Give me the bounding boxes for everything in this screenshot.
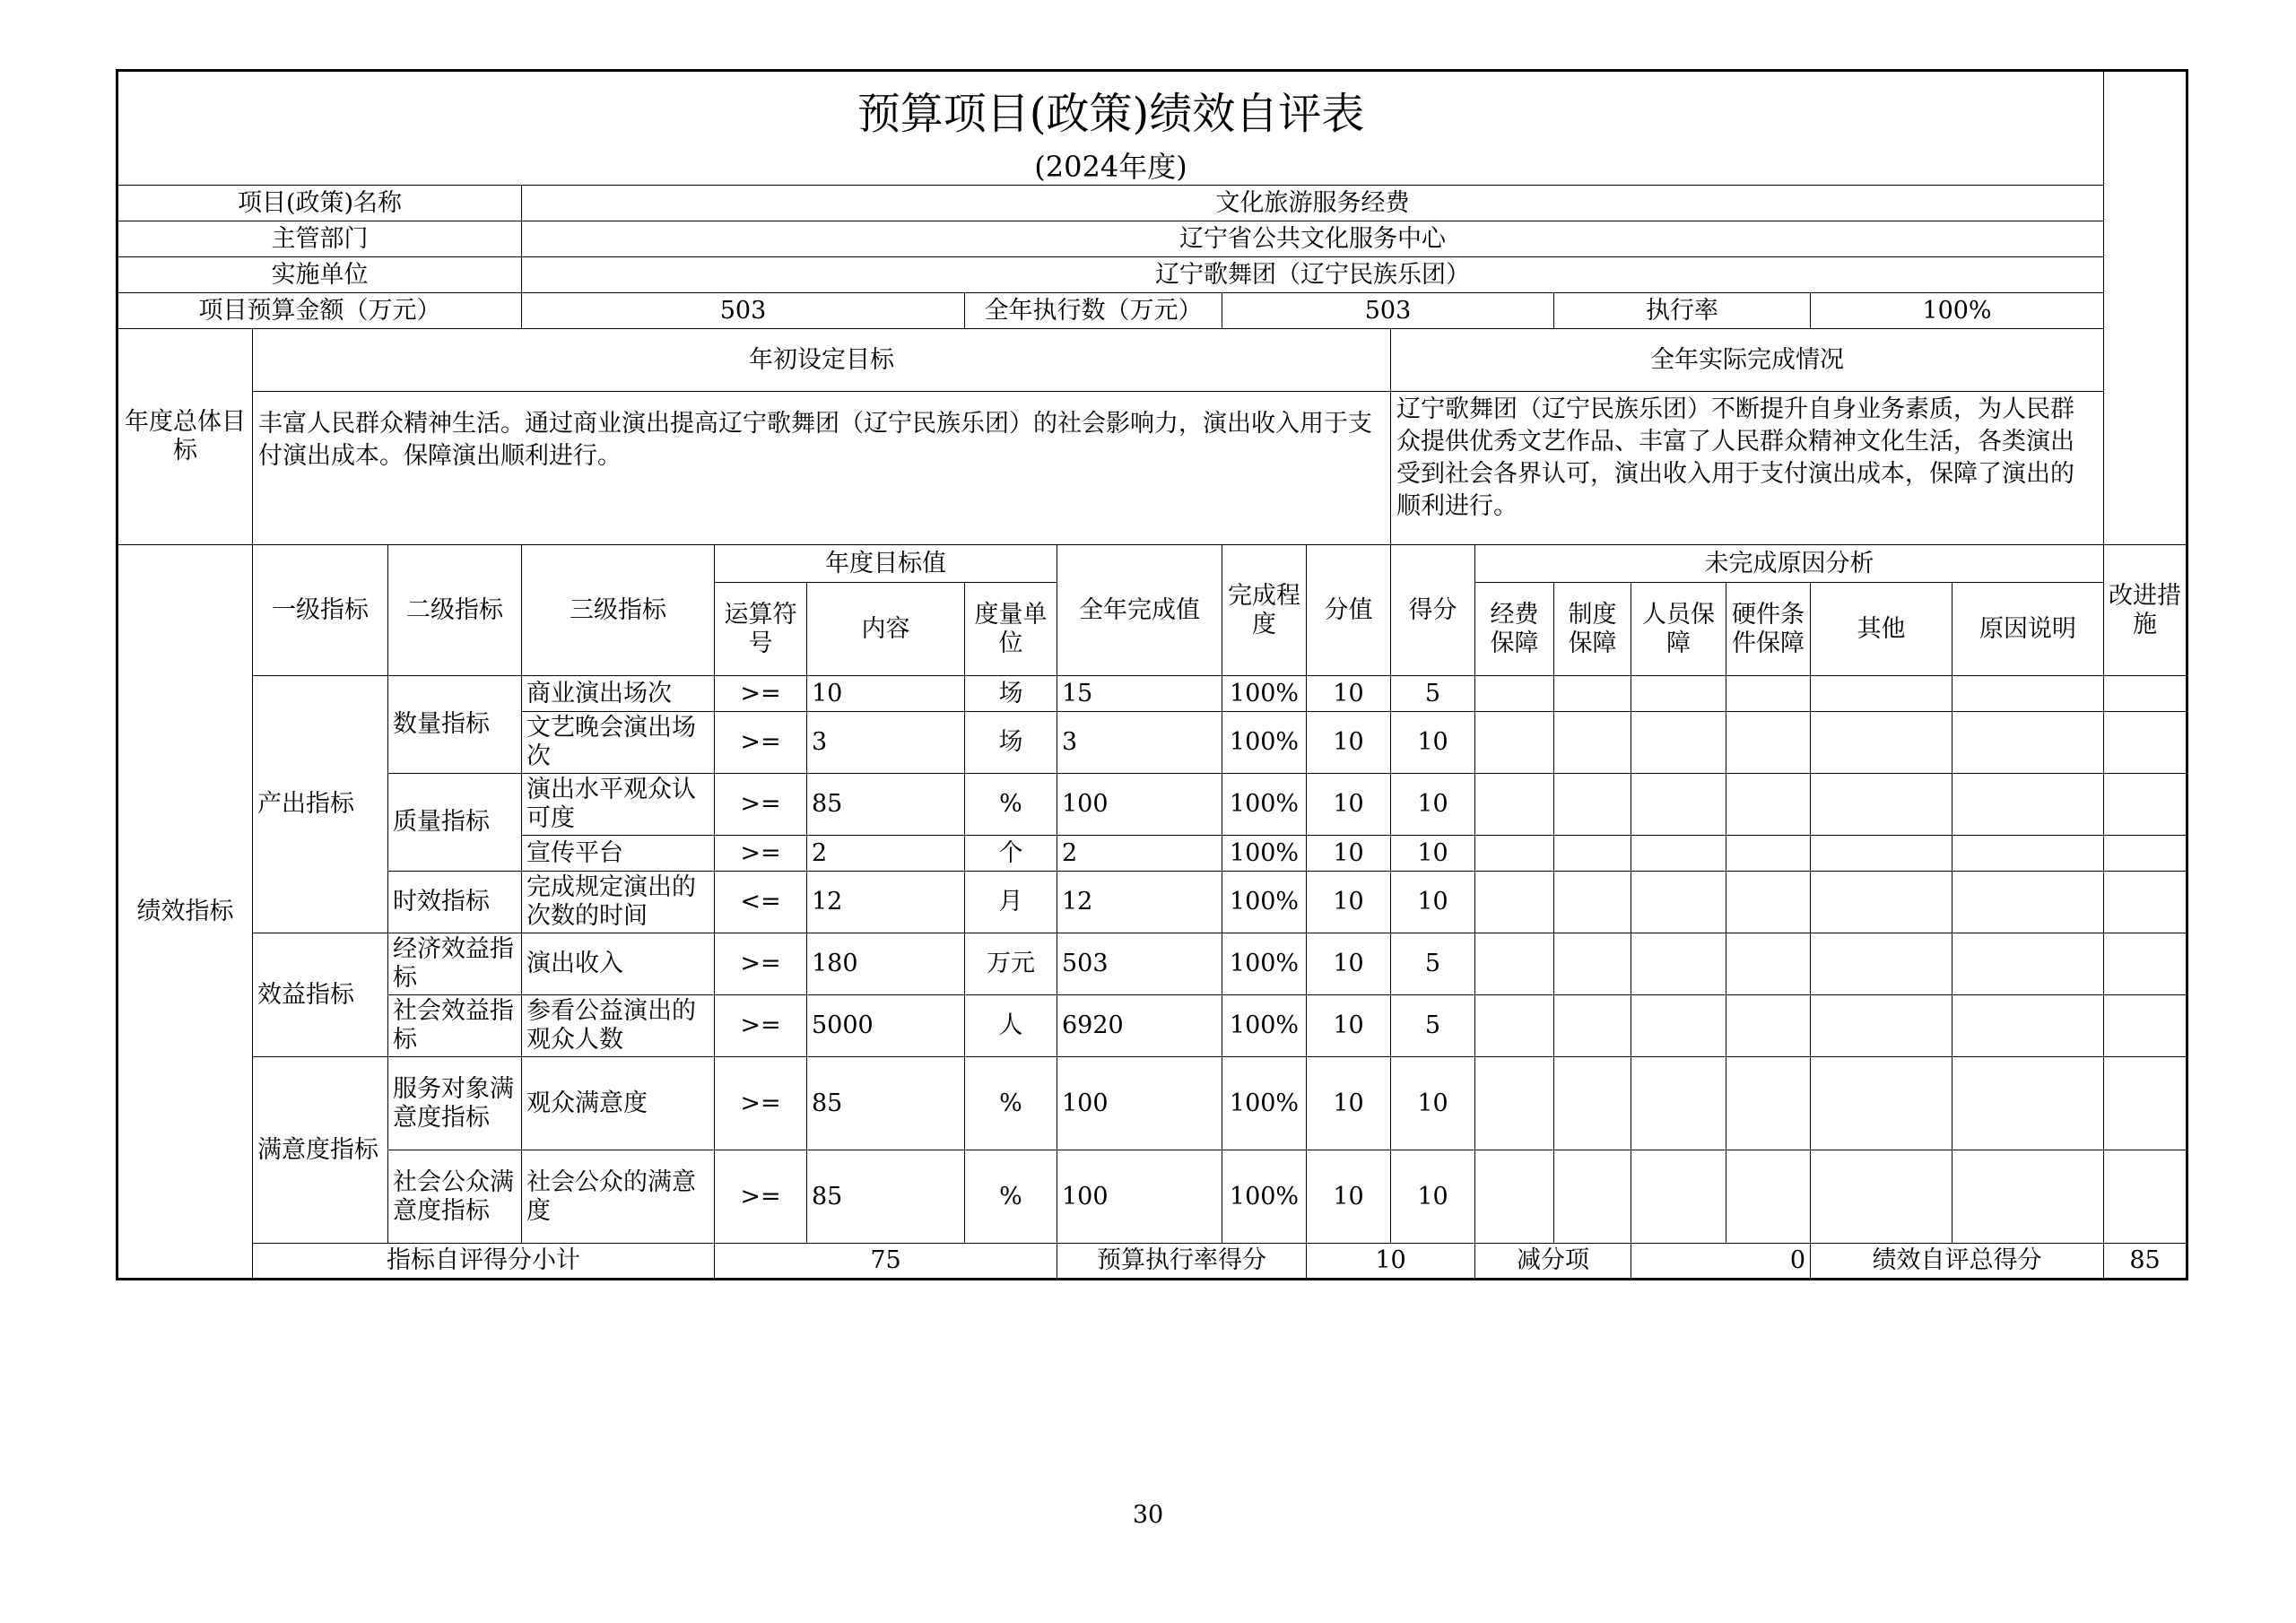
completion-degree: 100% (1222, 1150, 1307, 1244)
header-unit: 度量单位 (965, 583, 1057, 676)
actual-value: 100 (1057, 1057, 1222, 1150)
project-name-label: 项目(政策)名称 (117, 186, 522, 221)
execution-score-value: 10 (1307, 1244, 1475, 1280)
group-economic: 经济效益指标 (388, 933, 522, 995)
initial-goal-header: 年初设定目标 (253, 329, 1391, 392)
header-score: 分值 (1307, 545, 1391, 676)
operator: >= (715, 1150, 807, 1244)
group-output: 产出指标 (253, 676, 388, 933)
got-score: 10 (1391, 872, 1475, 933)
actual-completion-text: 辽宁歌舞团（辽宁民族乐团）不断提升自身业务素质，为人民群众提供优秀文艺作品、丰富了人民群众精神文化生活，各类演出受到社会各界认可，演出收入用于支付演出成本，保障了演出的顺利进行。 (1391, 392, 2104, 545)
department-row (117, 221, 2187, 257)
header-system: 制度保障 (1554, 583, 1631, 676)
completion-degree: 100% (1222, 774, 1307, 836)
initial-goal-text: 丰富人民群众精神生活。通过商业演出提高辽宁歌舞团（辽宁民族乐团）的社会影响力，演出收入用于支付演出成本。保障演出顺利进行。 (253, 392, 1391, 545)
department-value: 辽宁省公共文化服务中心 (522, 221, 2104, 257)
department-label: 主管部门 (117, 221, 522, 257)
indicator-name: 宣传平台 (522, 836, 715, 872)
unit: 人 (965, 995, 1057, 1057)
unit: 场 (965, 676, 1057, 712)
group-public-satisfaction: 社会公众满意度指标 (388, 1150, 522, 1244)
implementing-unit-row (117, 257, 2187, 293)
annual-goal-label: 年度总体目标 (117, 329, 253, 545)
header-operator: 运算符号 (715, 583, 807, 676)
got-score: 10 (1391, 836, 1475, 872)
actual-value: 15 (1057, 676, 1222, 712)
header-level2: 二级指标 (388, 545, 522, 676)
subtotal-value: 75 (715, 1244, 1057, 1280)
got-score: 5 (1391, 676, 1475, 712)
actual-value: 100 (1057, 1150, 1222, 1244)
operator: >= (715, 933, 807, 995)
completion-degree: 100% (1222, 712, 1307, 774)
table-row (117, 872, 2187, 933)
completion-degree: 100% (1222, 1057, 1307, 1150)
annual-goal-header-row (117, 329, 2187, 392)
total-score-label: 绩效自评总得分 (1811, 1244, 2104, 1280)
operator: >= (715, 676, 807, 712)
performance-self-evaluation-table (116, 69, 2188, 1280)
budget-value: 503 (522, 293, 965, 329)
group-benefit: 效益指标 (253, 933, 388, 1057)
score: 10 (1307, 995, 1391, 1057)
deduction-value: 0 (1631, 1244, 1811, 1280)
header-hardware: 硬件条件保障 (1726, 583, 1811, 676)
unit: 月 (965, 872, 1057, 933)
header-got-score: 得分 (1391, 545, 1475, 676)
summary-row (117, 1244, 2187, 1280)
execution-value: 503 (1222, 293, 1554, 329)
target-content: 85 (807, 1057, 965, 1150)
indicator-name: 完成规定演出的次数的时间 (522, 872, 715, 933)
execution-score-label: 预算执行率得分 (1057, 1244, 1307, 1280)
header-completion-degree: 完成程度 (1222, 545, 1307, 676)
got-score: 5 (1391, 995, 1475, 1057)
got-score: 10 (1391, 1057, 1475, 1150)
performance-indicators-label: 绩效指标 (117, 545, 253, 1280)
indicator-name: 演出收入 (522, 933, 715, 995)
subtotal-label: 指标自评得分小计 (253, 1244, 715, 1280)
actual-value: 503 (1057, 933, 1222, 995)
operator: >= (715, 774, 807, 836)
actual-value: 2 (1057, 836, 1222, 872)
header-annual-actual: 全年完成值 (1057, 545, 1222, 676)
header-reason-analysis: 未完成原因分析 (1475, 545, 2104, 583)
execution-rate-value: 100% (1811, 293, 2104, 329)
indicator-name: 文艺晚会演出场次 (522, 712, 715, 774)
target-content: 180 (807, 933, 965, 995)
target-content: 12 (807, 872, 965, 933)
budget-row (117, 293, 2187, 329)
header-funding: 经费保障 (1475, 583, 1554, 676)
group-satisfaction: 满意度指标 (253, 1057, 388, 1244)
group-quantity: 数量指标 (388, 676, 522, 774)
year-subtitle: (2024年度) (117, 149, 2104, 186)
completion-degree: 100% (1222, 676, 1307, 712)
got-score: 10 (1391, 1150, 1475, 1244)
completion-degree: 100% (1222, 836, 1307, 872)
indicator-header-row-1 (117, 545, 2187, 583)
indicator-name: 社会公众的满意度 (522, 1150, 715, 1244)
implementing-unit-label: 实施单位 (117, 257, 522, 293)
score: 10 (1307, 1150, 1391, 1244)
table-row (117, 774, 2187, 836)
unit: 万元 (965, 933, 1057, 995)
score: 10 (1307, 836, 1391, 872)
unit: 个 (965, 836, 1057, 872)
indicator-name: 参看公益演出的观众人数 (522, 995, 715, 1057)
total-score-value: 85 (2104, 1244, 2187, 1280)
year-row (117, 149, 2187, 186)
target-content: 10 (807, 676, 965, 712)
got-score: 10 (1391, 774, 1475, 836)
execution-label: 全年执行数（万元） (965, 293, 1222, 329)
group-service-satisfaction: 服务对象满意度指标 (388, 1057, 522, 1150)
got-score: 5 (1391, 933, 1475, 995)
header-level3: 三级指标 (522, 545, 715, 676)
indicator-name: 观众满意度 (522, 1057, 715, 1150)
completion-degree: 100% (1222, 933, 1307, 995)
actual-value: 3 (1057, 712, 1222, 774)
header-personnel: 人员保障 (1631, 583, 1726, 676)
target-content: 2 (807, 836, 965, 872)
unit: % (965, 1057, 1057, 1150)
operator: >= (715, 712, 807, 774)
budget-label: 项目预算金额（万元） (117, 293, 522, 329)
indicator-name: 商业演出场次 (522, 676, 715, 712)
score: 10 (1307, 774, 1391, 836)
score: 10 (1307, 712, 1391, 774)
execution-rate-label: 执行率 (1554, 293, 1811, 329)
score: 10 (1307, 1057, 1391, 1150)
table-row (117, 676, 2187, 712)
actual-value: 6920 (1057, 995, 1222, 1057)
operator: >= (715, 836, 807, 872)
unit: % (965, 1150, 1057, 1244)
score: 10 (1307, 676, 1391, 712)
group-quality: 质量指标 (388, 774, 522, 872)
actual-value: 12 (1057, 872, 1222, 933)
target-content: 5000 (807, 995, 965, 1057)
operator: >= (715, 1057, 807, 1150)
target-content: 3 (807, 712, 965, 774)
table-row (117, 1150, 2187, 1244)
got-score: 10 (1391, 712, 1475, 774)
unit: % (965, 774, 1057, 836)
deduction-label: 减分项 (1475, 1244, 1631, 1280)
table-row (117, 995, 2187, 1057)
actual-completion-header: 全年实际完成情况 (1391, 329, 2104, 392)
project-name-value: 文化旅游服务经费 (522, 186, 2104, 221)
group-social: 社会效益指标 (388, 995, 522, 1057)
unit: 场 (965, 712, 1057, 774)
header-level1: 一级指标 (253, 545, 388, 676)
group-timeliness: 时效指标 (388, 872, 522, 933)
header-other: 其他 (1811, 583, 1952, 676)
operator: >= (715, 995, 807, 1057)
actual-value: 100 (1057, 774, 1222, 836)
header-reason-note: 原因说明 (1952, 583, 2104, 676)
operator: <= (715, 872, 807, 933)
indicator-name: 演出水平观众认可度 (522, 774, 715, 836)
table-row (117, 933, 2187, 995)
project-name-row (117, 186, 2187, 221)
page-title: 预算项目(政策)绩效自评表 (117, 71, 2104, 150)
target-content: 85 (807, 1150, 965, 1244)
completion-degree: 100% (1222, 872, 1307, 933)
page-number: 30 (1132, 1501, 1164, 1529)
target-content: 85 (807, 774, 965, 836)
header-improvement: 改进措施 (2104, 545, 2187, 676)
annual-goal-text-row (117, 392, 2187, 545)
completion-degree: 100% (1222, 995, 1307, 1057)
score: 10 (1307, 872, 1391, 933)
title-row (117, 71, 2187, 150)
header-annual-target: 年度目标值 (715, 545, 1057, 583)
score: 10 (1307, 933, 1391, 995)
implementing-unit-value: 辽宁歌舞团（辽宁民族乐团） (522, 257, 2104, 293)
table-row (117, 1057, 2187, 1150)
header-content: 内容 (807, 583, 965, 676)
